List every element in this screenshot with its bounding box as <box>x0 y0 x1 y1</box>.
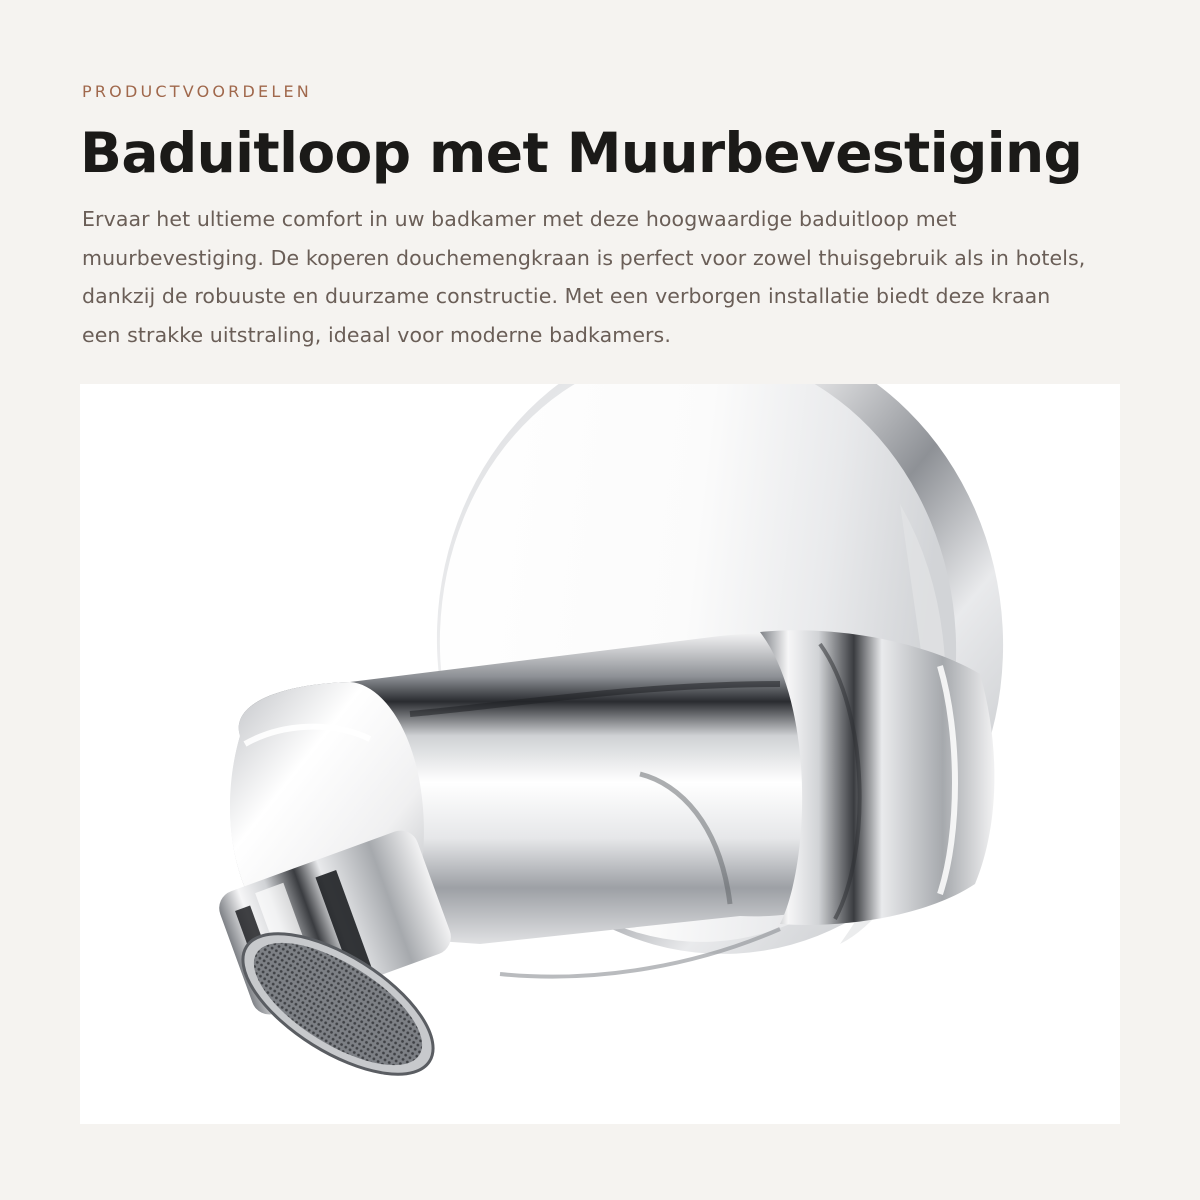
eyebrow-label: PRODUCTVOORDELEN <box>82 82 312 101</box>
product-description: Ervaar het ultieme comfort in uw badkamer met deze hoogwaardige baduitloop met muurbevestiging. De koperen douchemengkraan is perfect voor zowel thuisgebruik als in hotels, dankzij de robuuste en duurzame constructie. Met een verborgen installatie biedt deze kraan een strakke uitstraling, ideaal voor moderne badkamers. <box>82 207 1086 347</box>
bath-spout-illustration <box>80 384 1120 1124</box>
page-title: Baduitloop met Muurbevestiging <box>80 121 1083 185</box>
product-image <box>80 384 1120 1124</box>
